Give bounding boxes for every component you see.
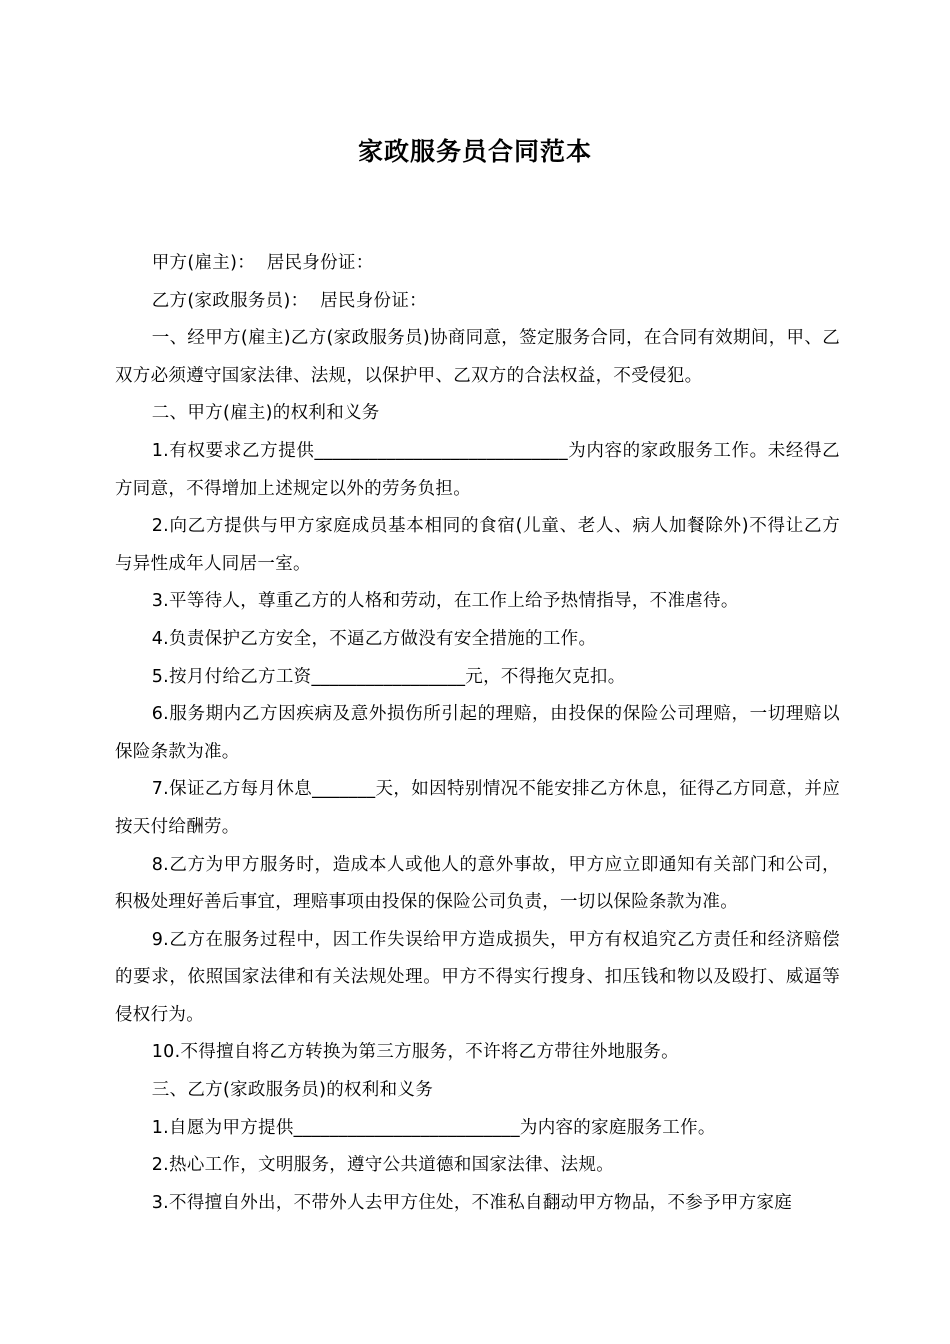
section-1-paragraph: 一、经甲方(雇主)乙方(家政服务员)协商同意，签定服务合同，在合同有效期间，甲、乙双方必须遵守国家法律、法规，以保护甲、乙双方的合法权益，不受侵犯。 [115, 328, 840, 386]
section-2-clause-9: 9.乙方在服务过程中，因工作失误给甲方造成损失，甲方有权追究乙方责任和经济赔偿的要求，依照国家法律和有关法规处理。甲方不得实行搜身、扣压钱和物以及殴打、威逼等侵权行为。 [115, 929, 840, 1025]
section-2-clause-3: 3.平等待人，尊重乙方的人格和劳动，在工作上给予热情指导，不准虐待。 [151, 591, 739, 612]
section-3-heading: 三、乙方(家政服务员)的权利和义务 [151, 1080, 434, 1101]
section-2-clause-6: 6.服务期内乙方因疾病及意外损伤所引起的理赔，由投保的保险公司理赔，一切理赔以保险条款为准。 [115, 704, 840, 762]
party-a-line: 甲方(雇主)： 居民身份证： [151, 253, 374, 273]
section-2-clause-4: 4.负责保护乙方安全，不逼乙方做没有安全措施的工作。 [151, 628, 597, 649]
section-2-clause-10: 10.不得擅自将乙方转换为第三方服务，不许将乙方带往外地服务。 [151, 1042, 679, 1063]
section-2-clause-7: 7.保证乙方每月休息_______天，如因特别情况不能安排乙方休息，征得乙方同意，并应按天付给酬劳。 [115, 779, 840, 837]
section-3-clause-2: 2.热心工作，文明服务，遵守公共道德和国家法律、法规。 [151, 1155, 615, 1176]
section-3-clause-1: 1.自愿为甲方提供_________________________为内容的家庭服务工作。 [151, 1117, 716, 1138]
section-2-clause-1: 1.有权要求乙方提供____________________________为内容的家政服务工作。未经得乙方同意，不得增加上述规定以外的劳务负担。 [115, 440, 840, 499]
section-2-heading: 二、甲方(雇主)的权利和义务 [151, 403, 380, 424]
section-2-clause-5: 5.按月付给乙方工资_________________元，不得拖欠克扣。 [151, 666, 626, 687]
party-b-line: 乙方(家政服务员)： 居民身份证： [151, 290, 427, 311]
section-2-clause-8: 8.乙方为甲方服务时，造成本人或他人的意外事故，甲方应立即通知有关部门和公司，积极处理好善后事宜，理赔事项由投保的保险公司负责，一切以保险条款为准。 [115, 854, 840, 913]
document-title: 家政服务员合同范本 [357, 137, 592, 166]
section-3-clause-3: 3.不得擅自外出，不带外人去甲方住处，不准私自翻动甲方物品，不参予甲方家庭 [151, 1192, 793, 1213]
document-body [115, 245, 840, 1222]
section-2-clause-2: 2.向乙方提供与甲方家庭成员基本相同的食宿(儿童、老人、病人加餐除外)不得让乙方与异性成年人同居一室。 [115, 516, 840, 574]
